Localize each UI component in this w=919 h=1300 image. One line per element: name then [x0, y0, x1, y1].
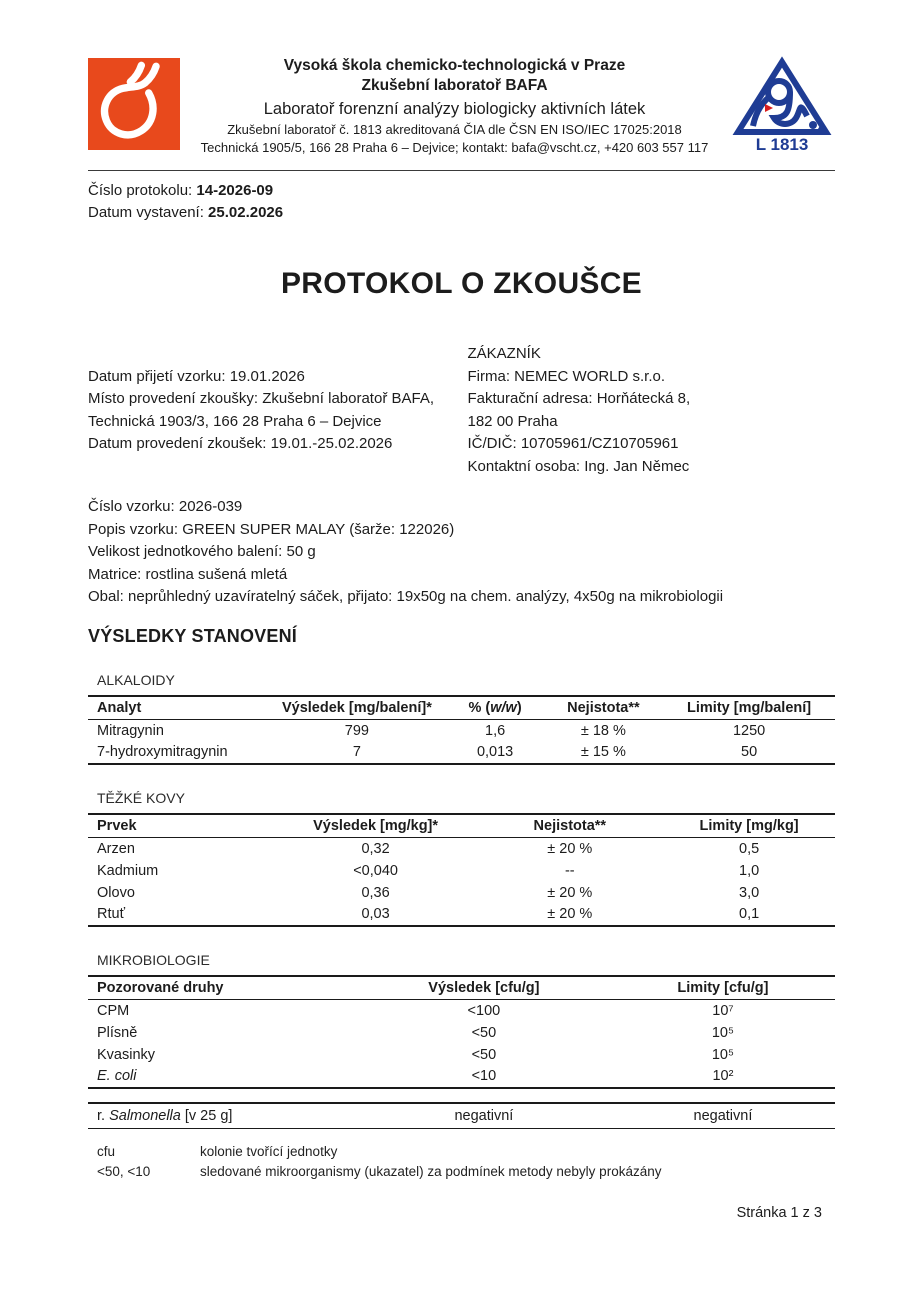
table-cell: -- — [564, 862, 575, 879]
table-cell: 0,32 — [361, 840, 390, 857]
text-line: Datum přijetí vzorku: 19.01.2026 — [88, 367, 305, 385]
footnote-row — [97, 1162, 835, 1182]
cia-accreditation-logo — [729, 56, 835, 157]
customer-column — [462, 343, 836, 478]
table-cell: 1,6 — [485, 722, 506, 739]
customer-heading: ZÁKAZNÍK — [467, 345, 541, 362]
column-header: % (w/w) — [447, 696, 544, 720]
table-cell: 0,013 — [476, 744, 514, 760]
protocol-number-value: 14-2026-09 — [196, 182, 274, 199]
table-cell: Plísně — [97, 1024, 138, 1041]
table-cell: 50 — [741, 744, 758, 760]
text-line: Kontaktní osoba: Ing. Jan Němec — [467, 457, 690, 475]
heavy-metals-table — [88, 813, 835, 927]
column-header: Nejistota** — [476, 814, 663, 838]
sample-info-section — [88, 496, 835, 609]
cia-triangle-icon — [729, 56, 835, 152]
table-cell: CPM — [97, 1002, 130, 1019]
table-cell: Kvasinky — [97, 1046, 156, 1063]
text-line: 182 00 Praha — [467, 412, 558, 430]
text-line: Matrice: rostlina sušená mletá — [88, 565, 288, 583]
test-info-section — [88, 343, 835, 478]
microbiology-section-label: MIKROBIOLOGIE — [97, 951, 210, 968]
column-header: Výsledek [mg/kg]* — [275, 814, 477, 838]
lab-full-name: Laboratoř forenzní analýzy biologicky aktivních látek — [263, 100, 646, 118]
header-divider — [88, 170, 835, 171]
page-title: PROTOKOL O ZKOUŠCE — [281, 267, 642, 300]
column-header: Výsledek [cfu/g] — [357, 976, 611, 1000]
table-cell: 7 — [352, 744, 361, 760]
customer-details — [468, 366, 836, 479]
table-cell: 0,36 — [361, 884, 390, 901]
protocol-number-label: Číslo protokolu: — [88, 182, 197, 199]
table-cell: <10 — [471, 1068, 497, 1084]
text-line: IČ/DIČ: 10705961/CZ10705961 — [467, 435, 679, 452]
issue-date-label: Datum vystavení: — [88, 203, 209, 221]
salmonella-result-cell: negativní — [454, 1107, 514, 1124]
table-cell: ± 18 % — [580, 722, 626, 739]
table-row — [88, 1022, 835, 1044]
footnote-text: sledované mikroorganismy (ukazatel) za podmínek metody nebyly prokázány — [200, 1164, 662, 1179]
table-cell: ± 20 % — [547, 840, 593, 857]
footnote-text: kolonie tvořící jednotky — [200, 1144, 338, 1159]
column-header: Analyt — [88, 696, 267, 720]
text-line: Firma: NEMEC WORLD s.r.o. — [467, 367, 666, 385]
table-cell: Arzen — [97, 840, 135, 857]
footnote-term: <50, <10 — [97, 1164, 151, 1179]
vscht-logo — [88, 58, 180, 150]
table-row — [88, 904, 835, 926]
laboratory-letterhead — [180, 56, 729, 156]
table-cell: 10⁵ — [711, 1024, 734, 1041]
salmonella-limit-cell: negativní — [693, 1107, 753, 1124]
alkaloids-section-label: ALKALOIDY — [97, 671, 175, 688]
table-header-row — [88, 814, 835, 838]
table-cell: E. coli — [97, 1068, 137, 1084]
text-line: Velikost jednotkového balení: 50 g — [88, 543, 316, 560]
text-line: Datum provedení zkoušek: 19.01.-25.02.2026 — [88, 435, 393, 452]
table-cell: <50 — [471, 1046, 497, 1063]
column-header: Pozorované druhy — [88, 976, 357, 1000]
table-cell: <50 — [471, 1024, 497, 1041]
text-line: Číslo vzorku: 2026-039 — [88, 498, 243, 515]
table-cell: <100 — [467, 1002, 501, 1019]
table-cell: Olovo — [97, 884, 135, 901]
footnote-term: cfu — [97, 1144, 116, 1159]
table-cell: Rtuť — [97, 906, 126, 922]
table-cell: Mitragynin — [97, 722, 164, 739]
table-row — [88, 1000, 835, 1022]
accreditation-line: Zkušební laboratoř č. 1813 akreditovaná ČIA dle ČSN EN ISO/IEC 17025:2018 — [227, 122, 682, 137]
table-row — [88, 742, 835, 764]
results-heading: VÝSLEDKY STANOVENÍ — [88, 625, 297, 646]
table-row — [88, 882, 835, 904]
table-cell: <0,040 — [353, 862, 398, 879]
column-header: Limity [mg/balení] — [663, 696, 835, 720]
table-cell: 10² — [712, 1068, 734, 1084]
alkaloids-table — [88, 695, 835, 765]
table-cell: 799 — [344, 722, 369, 739]
address-contact-line: Technická 1905/5, 166 28 Praha 6 – Dejvice; kontakt: bafa@vscht.cz, +420 603 557 117 — [200, 139, 709, 155]
footnotes — [97, 1142, 835, 1182]
issue-date-line — [88, 202, 835, 224]
cia-mark-text: L 1813 — [755, 135, 809, 152]
table-cell: 1250 — [732, 722, 766, 739]
lab-name: Zkušební laboratoř BAFA — [361, 77, 548, 94]
column-header: Výsledek [mg/balení]* — [267, 696, 446, 720]
table-row — [88, 1103, 835, 1129]
text-line: Fakturační adresa: Horňátecká 8, — [467, 390, 691, 407]
table-cell: 1,0 — [739, 862, 760, 879]
table-row — [88, 1044, 835, 1066]
text-line: Popis vzorku: GREEN SUPER MALAY (šarže: 122026) — [88, 520, 455, 538]
salmonella-analyte-cell: r. Salmonella [v 25 g] — [97, 1107, 233, 1124]
flask-drop-icon — [88, 58, 180, 150]
table-cell: ± 15 % — [580, 744, 626, 760]
text-line: Obal: neprůhledný uzavíratelný sáček, přijato: 19x50g na chem. analýzy, 4x50g na mikrobiologii — [88, 588, 724, 605]
metals-section-label: TĚŽKÉ KOVY — [97, 789, 185, 806]
page-number: Stránka 1 z 3 — [736, 1205, 822, 1221]
protocol-number-line — [88, 180, 835, 202]
table-cell: ± 20 % — [547, 884, 593, 901]
university-name: Vysoká škola chemicko-technologická v Praze — [283, 57, 626, 74]
test-details-column — [88, 343, 462, 478]
footnote-row — [97, 1142, 835, 1162]
column-header: Limity [mg/kg] — [663, 814, 835, 838]
column-header: Limity [cfu/g] — [611, 976, 835, 1000]
column-header: Nejistota** — [544, 696, 664, 720]
text-line: Technická 1903/3, 166 28 Praha 6 – Dejvice — [88, 412, 382, 430]
document-header — [88, 0, 835, 157]
text-line: Místo provedení zkoušky: Zkušební laboratoř BAFA, — [88, 390, 434, 407]
table-header-row — [88, 976, 835, 1000]
table-row — [88, 1066, 835, 1088]
table-row — [88, 838, 835, 860]
table-cell: 7-hydroxymitragynin — [97, 744, 228, 760]
salmonella-table — [88, 1102, 835, 1130]
table-cell: 0,1 — [739, 906, 760, 922]
table-cell: 10⁵ — [711, 1046, 734, 1063]
protocol-meta — [88, 180, 835, 223]
table-cell: 3,0 — [739, 884, 760, 901]
table-row — [88, 860, 835, 882]
table-row — [88, 720, 835, 742]
table-cell: 10⁷ — [712, 1002, 734, 1019]
table-cell: Kadmium — [97, 862, 159, 879]
table-header-row — [88, 696, 835, 720]
table-cell: 0,5 — [739, 840, 760, 857]
issue-date-value: 25.02.2026 — [208, 203, 284, 221]
microbiology-table — [88, 975, 835, 1089]
table-cell: 0,03 — [361, 906, 390, 922]
table-cell: ± 20 % — [547, 906, 593, 922]
column-header: Prvek — [88, 814, 275, 838]
